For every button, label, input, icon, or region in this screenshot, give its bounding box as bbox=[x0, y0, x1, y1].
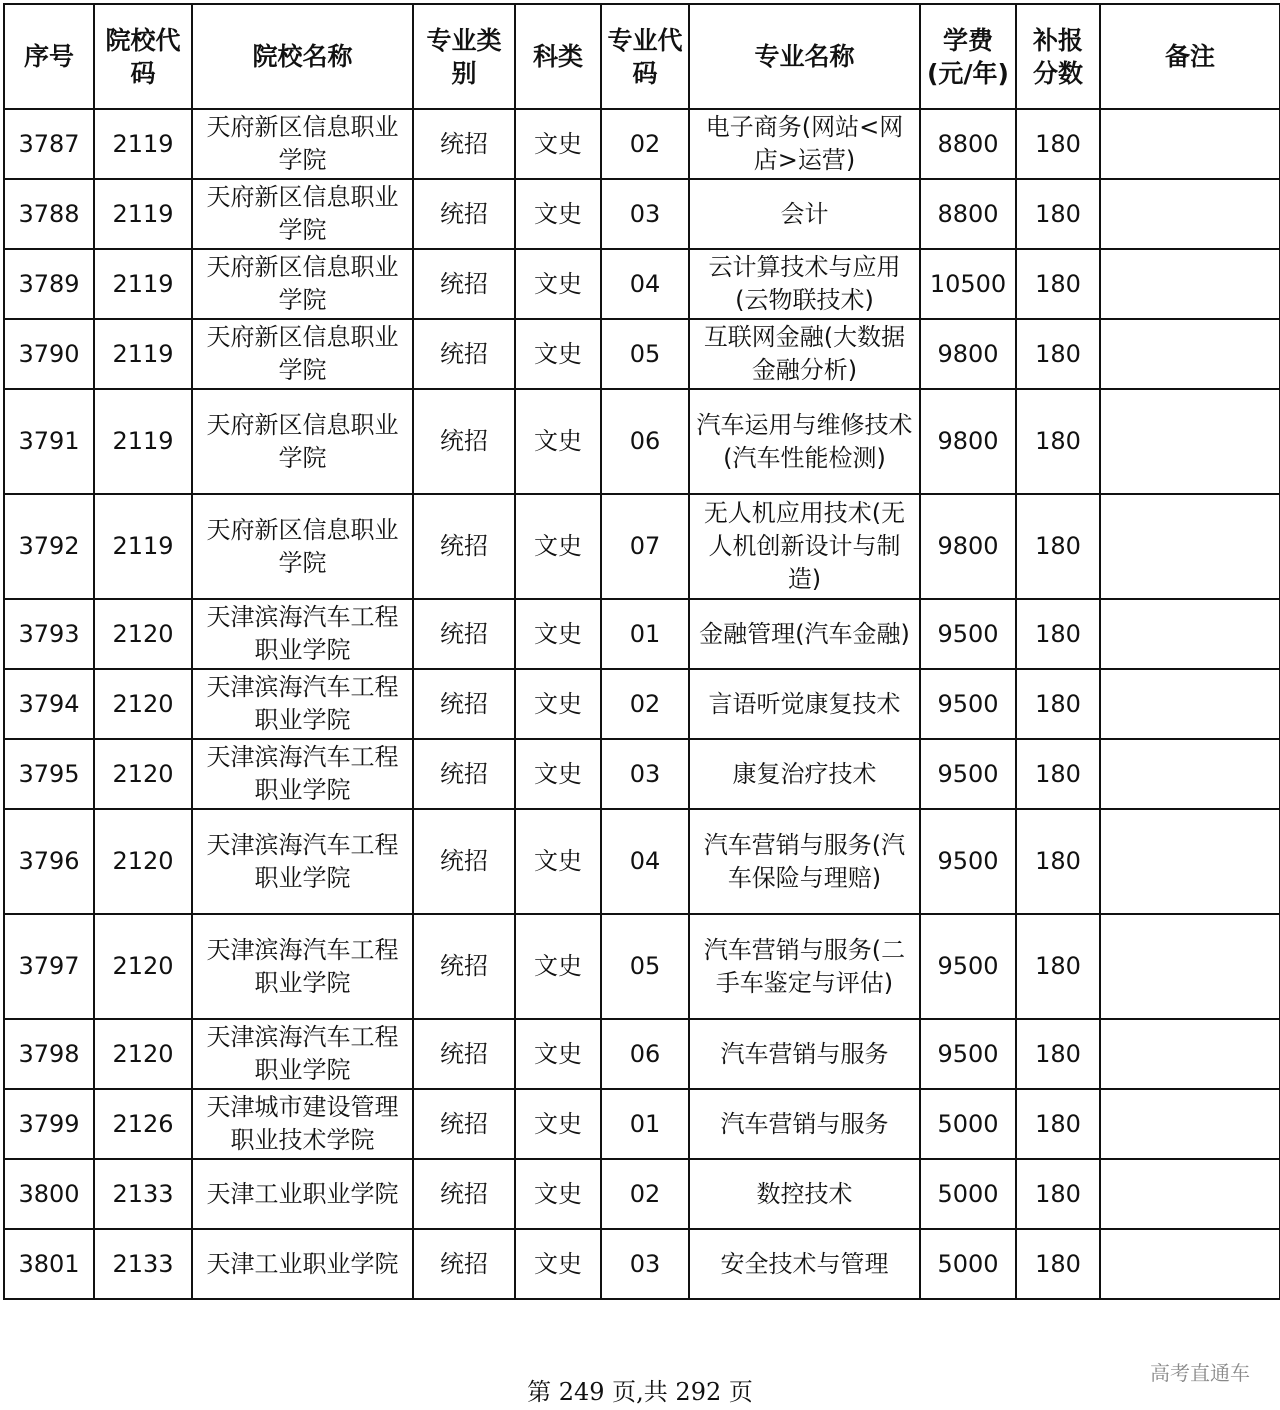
table-row bbox=[4, 914, 1280, 1019]
cell-major-type: 统招 bbox=[413, 109, 515, 179]
cell-subject: 文史 bbox=[515, 389, 601, 494]
cell-tuition: 8800 bbox=[920, 179, 1016, 249]
cell-major-type: 统招 bbox=[413, 739, 515, 809]
cell-seq: 3799 bbox=[4, 1089, 94, 1159]
cell-school-name: 天府新区信息职业学院 bbox=[192, 389, 413, 494]
cell-major-code: 01 bbox=[601, 599, 689, 669]
cell-tuition: 9800 bbox=[920, 494, 1016, 599]
cell-score: 180 bbox=[1016, 389, 1100, 494]
cell-school-code: 2120 bbox=[94, 809, 192, 914]
cell-tuition: 5000 bbox=[920, 1159, 1016, 1229]
cell-major-type: 统招 bbox=[413, 319, 515, 389]
cell-seq: 3791 bbox=[4, 389, 94, 494]
cell-score: 180 bbox=[1016, 319, 1100, 389]
cell-major-code: 01 bbox=[601, 1089, 689, 1159]
cell-school-name: 天津滨海汽车工程职业学院 bbox=[192, 739, 413, 809]
table-row bbox=[4, 389, 1280, 494]
cell-seq: 3800 bbox=[4, 1159, 94, 1229]
cell-major-code: 02 bbox=[601, 1159, 689, 1229]
cell-tuition: 9500 bbox=[920, 739, 1016, 809]
cell-major-type: 统招 bbox=[413, 494, 515, 599]
cell-major-code: 02 bbox=[601, 669, 689, 739]
cell-major-code: 05 bbox=[601, 914, 689, 1019]
cell-school-code: 2119 bbox=[94, 494, 192, 599]
cell-subject: 文史 bbox=[515, 1019, 601, 1089]
table-row bbox=[4, 109, 1280, 179]
header-row bbox=[4, 4, 1280, 109]
cell-major-type: 统招 bbox=[413, 669, 515, 739]
cell-score: 180 bbox=[1016, 914, 1100, 1019]
cell-school-code: 2119 bbox=[94, 249, 192, 319]
cell-seq: 3792 bbox=[4, 494, 94, 599]
cell-score: 180 bbox=[1016, 1089, 1100, 1159]
cell-seq: 3787 bbox=[4, 109, 94, 179]
col-header-school-code: 院校代码 bbox=[94, 4, 192, 109]
cell-major-code: 03 bbox=[601, 739, 689, 809]
cell-major-name: 安全技术与管理 bbox=[689, 1229, 920, 1299]
cell-subject: 文史 bbox=[515, 669, 601, 739]
cell-school-code: 2119 bbox=[94, 109, 192, 179]
cell-subject: 文史 bbox=[515, 739, 601, 809]
cell-major-code: 02 bbox=[601, 109, 689, 179]
cell-tuition: 9500 bbox=[920, 914, 1016, 1019]
cell-school-name: 天津滨海汽车工程职业学院 bbox=[192, 669, 413, 739]
cell-score: 180 bbox=[1016, 1229, 1100, 1299]
cell-major-type: 统招 bbox=[413, 389, 515, 494]
cell-major-type: 统招 bbox=[413, 179, 515, 249]
cell-score: 180 bbox=[1016, 1019, 1100, 1089]
cell-school-code: 2133 bbox=[94, 1229, 192, 1299]
table-row bbox=[4, 809, 1280, 914]
cell-major-code: 03 bbox=[601, 1229, 689, 1299]
table-row bbox=[4, 1159, 1280, 1229]
admission-table bbox=[3, 3, 1280, 1300]
cell-score: 180 bbox=[1016, 1159, 1100, 1229]
cell-tuition: 8800 bbox=[920, 109, 1016, 179]
cell-remark bbox=[1100, 249, 1280, 319]
cell-major-type: 统招 bbox=[413, 1089, 515, 1159]
cell-school-code: 2120 bbox=[94, 739, 192, 809]
cell-seq: 3797 bbox=[4, 914, 94, 1019]
cell-major-type: 统招 bbox=[413, 249, 515, 319]
cell-school-code: 2119 bbox=[94, 319, 192, 389]
cell-tuition: 9500 bbox=[920, 1019, 1016, 1089]
col-header-subject: 科类 bbox=[515, 4, 601, 109]
cell-tuition: 9500 bbox=[920, 809, 1016, 914]
cell-school-name: 天津工业职业学院 bbox=[192, 1159, 413, 1229]
cell-tuition: 9800 bbox=[920, 319, 1016, 389]
cell-major-type: 统招 bbox=[413, 809, 515, 914]
cell-subject: 文史 bbox=[515, 319, 601, 389]
cell-major-name: 金融管理(汽车金融) bbox=[689, 599, 920, 669]
cell-major-code: 04 bbox=[601, 809, 689, 914]
cell-school-name: 天津滨海汽车工程职业学院 bbox=[192, 809, 413, 914]
cell-school-code: 2133 bbox=[94, 1159, 192, 1229]
cell-subject: 文史 bbox=[515, 109, 601, 179]
cell-remark bbox=[1100, 809, 1280, 914]
cell-remark bbox=[1100, 109, 1280, 179]
cell-subject: 文史 bbox=[515, 249, 601, 319]
cell-major-type: 统招 bbox=[413, 914, 515, 1019]
col-header-major-code: 专业代码 bbox=[601, 4, 689, 109]
cell-tuition: 10500 bbox=[920, 249, 1016, 319]
cell-score: 180 bbox=[1016, 109, 1100, 179]
col-header-tuition: 学费(元/年) bbox=[920, 4, 1016, 109]
cell-seq: 3796 bbox=[4, 809, 94, 914]
cell-school-code: 2120 bbox=[94, 1019, 192, 1089]
cell-tuition: 5000 bbox=[920, 1229, 1016, 1299]
cell-tuition: 9500 bbox=[920, 669, 1016, 739]
watermark: 高考直通车 bbox=[1150, 1361, 1250, 1385]
table-row bbox=[4, 249, 1280, 319]
cell-major-name: 会计 bbox=[689, 179, 920, 249]
cell-seq: 3794 bbox=[4, 669, 94, 739]
col-header-remark: 备注 bbox=[1100, 4, 1280, 109]
cell-major-code: 05 bbox=[601, 319, 689, 389]
cell-remark bbox=[1100, 1019, 1280, 1089]
table-row bbox=[4, 669, 1280, 739]
cell-school-name: 天津城市建设管理职业技术学院 bbox=[192, 1089, 413, 1159]
cell-remark bbox=[1100, 1089, 1280, 1159]
cell-major-name: 言语听觉康复技术 bbox=[689, 669, 920, 739]
cell-major-name: 电子商务(网站<网店>运营) bbox=[689, 109, 920, 179]
table-row bbox=[4, 1019, 1280, 1089]
cell-remark bbox=[1100, 494, 1280, 599]
cell-major-name: 康复治疗技术 bbox=[689, 739, 920, 809]
cell-score: 180 bbox=[1016, 179, 1100, 249]
cell-major-name: 汽车营销与服务 bbox=[689, 1089, 920, 1159]
table-row bbox=[4, 319, 1280, 389]
cell-seq: 3795 bbox=[4, 739, 94, 809]
table-row bbox=[4, 599, 1280, 669]
cell-tuition: 5000 bbox=[920, 1089, 1016, 1159]
cell-seq: 3801 bbox=[4, 1229, 94, 1299]
col-header-school-name: 院校名称 bbox=[192, 4, 413, 109]
cell-remark bbox=[1100, 1159, 1280, 1229]
col-header-score: 补报分数 bbox=[1016, 4, 1100, 109]
cell-school-code: 2120 bbox=[94, 669, 192, 739]
cell-tuition: 9500 bbox=[920, 599, 1016, 669]
cell-remark bbox=[1100, 914, 1280, 1019]
table-row bbox=[4, 1229, 1280, 1299]
cell-major-code: 07 bbox=[601, 494, 689, 599]
cell-remark bbox=[1100, 179, 1280, 249]
cell-score: 180 bbox=[1016, 669, 1100, 739]
cell-remark bbox=[1100, 739, 1280, 809]
cell-major-name: 汽车营销与服务(二手车鉴定与评估) bbox=[689, 914, 920, 1019]
cell-seq: 3789 bbox=[4, 249, 94, 319]
cell-major-code: 04 bbox=[601, 249, 689, 319]
cell-tuition: 9800 bbox=[920, 389, 1016, 494]
cell-school-name: 天津工业职业学院 bbox=[192, 1229, 413, 1299]
cell-score: 180 bbox=[1016, 739, 1100, 809]
cell-major-type: 统招 bbox=[413, 1019, 515, 1089]
cell-major-code: 06 bbox=[601, 389, 689, 494]
cell-school-name: 天府新区信息职业学院 bbox=[192, 179, 413, 249]
table-body bbox=[4, 109, 1280, 1299]
cell-major-type: 统招 bbox=[413, 1159, 515, 1229]
cell-subject: 文史 bbox=[515, 809, 601, 914]
table-row bbox=[4, 179, 1280, 249]
cell-major-name: 汽车营销与服务(汽车保险与理赔) bbox=[689, 809, 920, 914]
cell-subject: 文史 bbox=[515, 914, 601, 1019]
cell-school-name: 天津滨海汽车工程职业学院 bbox=[192, 914, 413, 1019]
cell-remark bbox=[1100, 1229, 1280, 1299]
cell-major-name: 汽车营销与服务 bbox=[689, 1019, 920, 1089]
cell-seq: 3793 bbox=[4, 599, 94, 669]
cell-remark bbox=[1100, 319, 1280, 389]
cell-score: 180 bbox=[1016, 494, 1100, 599]
cell-school-name: 天府新区信息职业学院 bbox=[192, 494, 413, 599]
cell-remark bbox=[1100, 599, 1280, 669]
cell-major-type: 统招 bbox=[413, 1229, 515, 1299]
col-header-seq: 序号 bbox=[4, 4, 94, 109]
cell-seq: 3798 bbox=[4, 1019, 94, 1089]
cell-score: 180 bbox=[1016, 599, 1100, 669]
cell-subject: 文史 bbox=[515, 1159, 601, 1229]
cell-score: 180 bbox=[1016, 809, 1100, 914]
cell-school-code: 2120 bbox=[94, 599, 192, 669]
cell-subject: 文史 bbox=[515, 179, 601, 249]
table-row bbox=[4, 494, 1280, 599]
cell-score: 180 bbox=[1016, 249, 1100, 319]
cell-school-name: 天府新区信息职业学院 bbox=[192, 319, 413, 389]
cell-subject: 文史 bbox=[515, 1229, 601, 1299]
cell-major-code: 03 bbox=[601, 179, 689, 249]
cell-major-code: 06 bbox=[601, 1019, 689, 1089]
table-row bbox=[4, 739, 1280, 809]
cell-subject: 文史 bbox=[515, 1089, 601, 1159]
cell-school-code: 2126 bbox=[94, 1089, 192, 1159]
cell-school-name: 天府新区信息职业学院 bbox=[192, 109, 413, 179]
cell-subject: 文史 bbox=[515, 494, 601, 599]
cell-seq: 3790 bbox=[4, 319, 94, 389]
cell-school-code: 2120 bbox=[94, 914, 192, 1019]
cell-school-code: 2119 bbox=[94, 179, 192, 249]
cell-remark bbox=[1100, 669, 1280, 739]
cell-major-name: 汽车运用与维修技术(汽车性能检测) bbox=[689, 389, 920, 494]
cell-seq: 3788 bbox=[4, 179, 94, 249]
cell-major-name: 云计算技术与应用(云物联技术) bbox=[689, 249, 920, 319]
cell-major-name: 互联网金融(大数据金融分析) bbox=[689, 319, 920, 389]
cell-major-name: 无人机应用技术(无人机创新设计与制造) bbox=[689, 494, 920, 599]
cell-school-name: 天津滨海汽车工程职业学院 bbox=[192, 599, 413, 669]
page-footer: 第 249 页,共 292 页 bbox=[527, 1378, 753, 1406]
cell-major-name: 数控技术 bbox=[689, 1159, 920, 1229]
cell-school-name: 天府新区信息职业学院 bbox=[192, 249, 413, 319]
cell-remark bbox=[1100, 389, 1280, 494]
table-row bbox=[4, 1089, 1280, 1159]
col-header-major-name: 专业名称 bbox=[689, 4, 920, 109]
cell-school-name: 天津滨海汽车工程职业学院 bbox=[192, 1019, 413, 1089]
col-header-major-type: 专业类别 bbox=[413, 4, 515, 109]
cell-subject: 文史 bbox=[515, 599, 601, 669]
cell-school-code: 2119 bbox=[94, 389, 192, 494]
cell-major-type: 统招 bbox=[413, 599, 515, 669]
